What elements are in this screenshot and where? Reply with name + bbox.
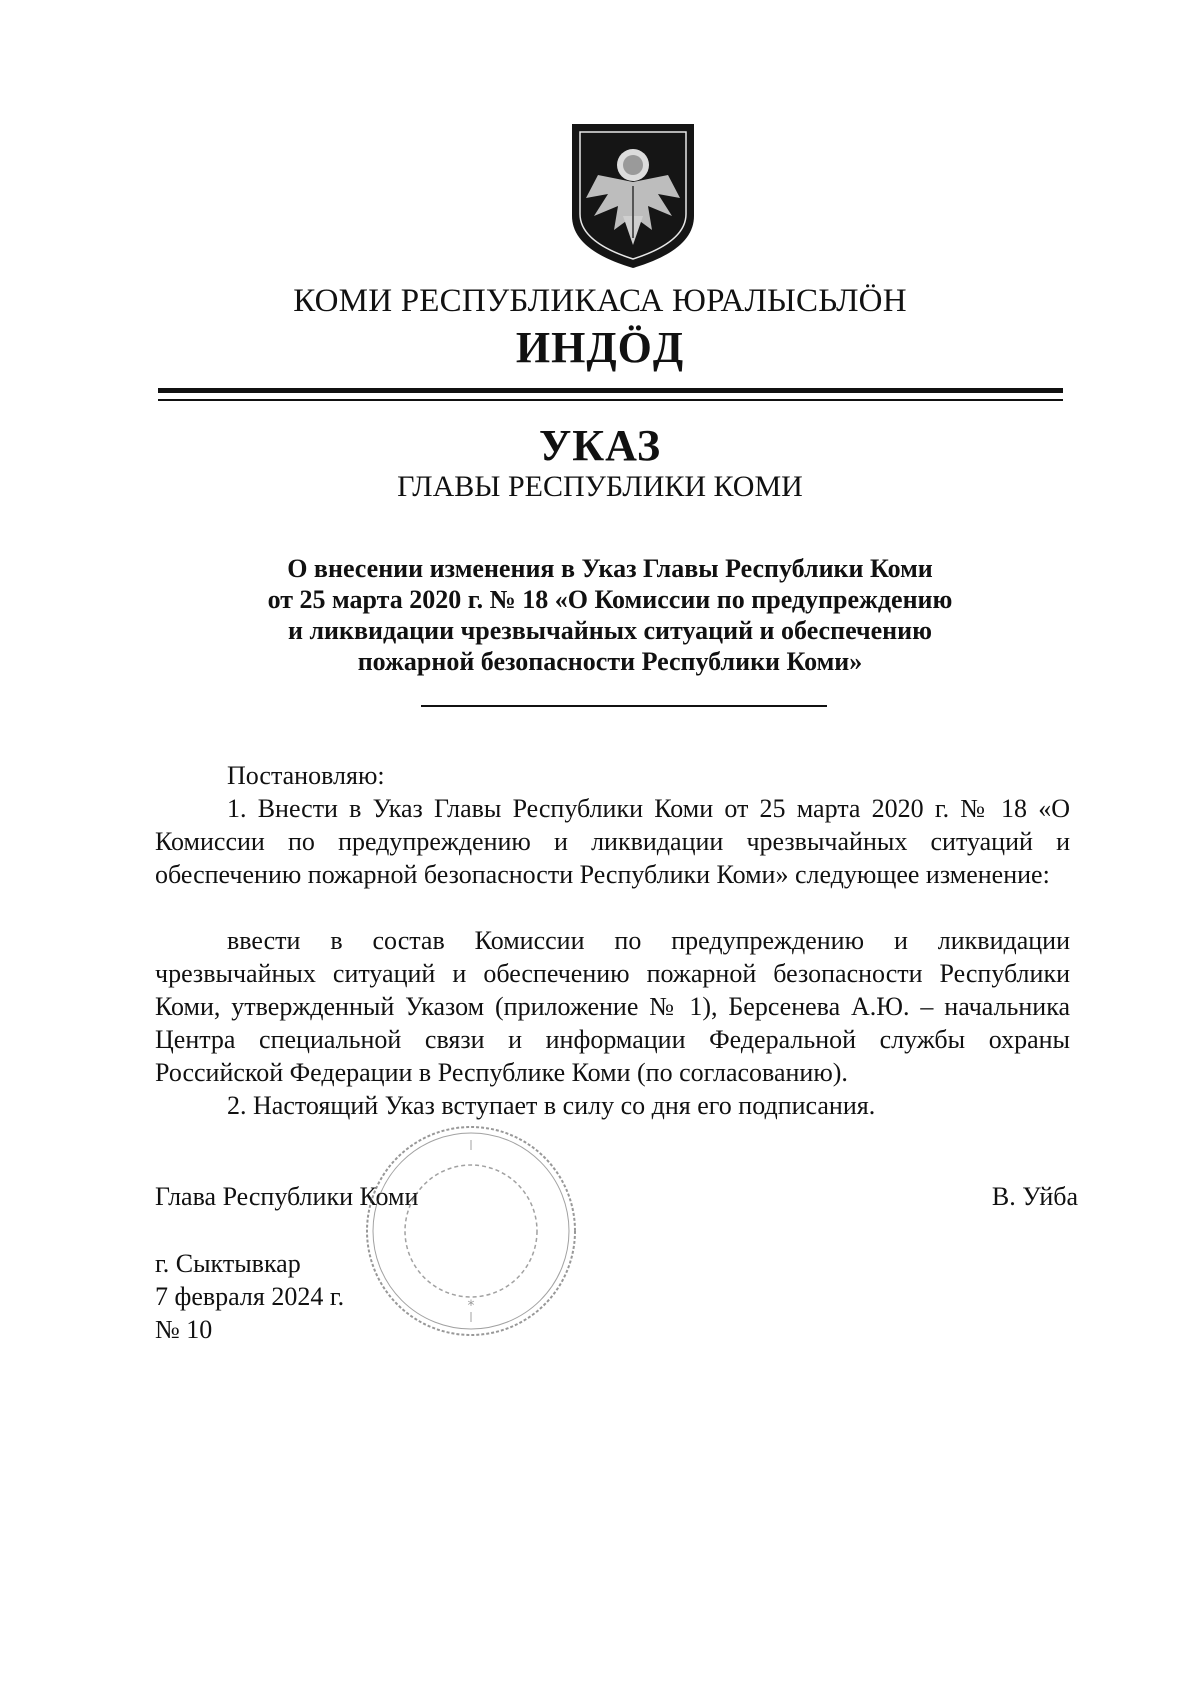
issue-number: № 10 [155,1315,213,1344]
intro-text: Постановляю: [227,761,385,790]
signer-name: В. Уйба [991,1182,1078,1211]
header-rule-thick [158,388,1063,393]
svg-text:*: * [467,1298,475,1314]
issue-city: г. Сыктывкар [155,1249,301,1278]
komi-issuer-name: КОМИ РЕСПУБЛИКАСА ЮРАЛЫСЬЛÖН [293,283,907,319]
document-subject [170,553,1050,677]
komi-doc-type: ИНДÖД [515,323,685,372]
subject-line: пожарной безопасности Республики Коми» [357,647,863,676]
paragraph-1-amendment: ввести в состав Комиссии по предупреждению и ликвидации чрезвычайных ситуаций и обеспечению пожарной безопасности Республики Коми, утвержденный Указом (приложение № 1), Берсенева А.Ю. – начальника Центра специальной связи и информации Федеральной службы охраны Российской Федерации в Республике Коми (по согласованию). [155,926,1070,1087]
coat-of-arms-icon [568,120,698,270]
subject-line: от 25 марта 2020 г. № 18 «О Комиссии по предупреждению [267,585,953,614]
subject-line: О внесении изменения в Указ Главы Республики Коми [287,554,933,583]
official-seal-stamp [360,1120,582,1342]
subject-line: и ликвидации чрезвычайных ситуаций и обеспечению [287,616,932,645]
subject-underline [421,705,827,707]
doc-issuer-heading: ГЛАВЫ РЕСПУБЛИКИ КОМИ [397,470,803,503]
paragraph-2: 2. Настоящий Указ вступает в силу со дня его подписания. [227,1091,876,1120]
header-rule-thin [158,399,1063,401]
doc-type-heading: УКАЗ [538,421,662,470]
paragraph-1: 1. Внести в Указ Главы Республики Коми от 25 марта 2020 г. № 18 «О Комиссии по предупреждению и ликвидации чрезвычайных ситуаций и обеспечению пожарной безопасности Республики Коми» следующее изменение: [155,794,1070,889]
issue-details [155,1247,344,1346]
issue-date: 7 февраля 2024 г. [155,1282,345,1311]
signer-position: Глава Республики Коми [155,1182,419,1211]
